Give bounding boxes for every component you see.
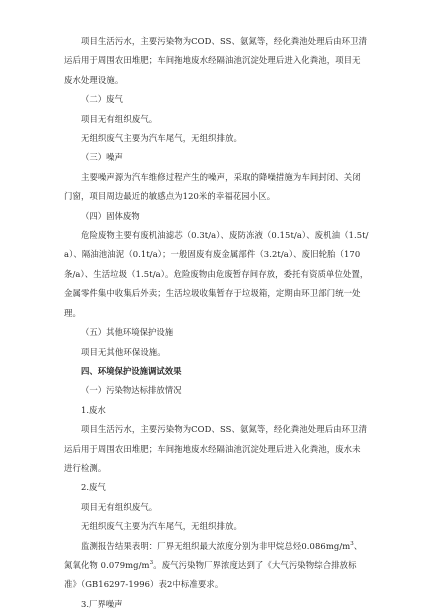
heading-other-facilities: （五）其他环境保护设施 (81, 327, 174, 338)
heading-section-four: 四、环境保护设施调试效果 (81, 365, 182, 376)
monitoring-text-b: 、氮氧化物 0.079mg/m (64, 540, 363, 570)
paragraph-no-organized-gas: 项目无有组织废气。 (81, 113, 158, 124)
paragraph-wastewater-2: 项目生活污水，主要污染物为COD、SS、氨氮等，经化粪池处理后由环卫清运后用于周围农田堆肥；车间拖地废水经隔油池沉淀处理后进入化粪池，废水未进行检测。 (64, 424, 368, 473)
paragraph-unorganized-gas: 无组织废气主要为汽车尾气，无组织排放。 (81, 133, 243, 144)
paragraph-wastewater: 项目生活污水，主要污染物为COD、SS、氨氮等，经化粪池处理后由环卫清运后用于周围农田堆肥；车间拖地废水经隔油池沉淀处理后进入化粪池，项目无废水处理设施。 (64, 36, 368, 85)
heading-exhaust-gas: （二）废气 (81, 94, 123, 105)
heading-exhaust-gas-2: 2.废气 (81, 482, 106, 493)
paragraph-noise: 主要噪声源为汽车维修过程产生的噪声，采取的降噪措施为车间封闭、关闭门窗，项目周边最近的敏感点为120米的幸福花园小区。 (64, 171, 361, 202)
monitoring-text-c: 。废气污染物厂界浓度达到了《大气污染物综合排放标准》（GB16297-1996）表2中标准要求。 (64, 559, 357, 590)
paragraph-other-facilities: 项目无其他环保设施。 (81, 346, 166, 357)
paragraph-monitoring-result (64, 537, 369, 595)
superscript-unit-2: 3 (149, 560, 154, 567)
heading-solid-waste: （四）固体废物 (81, 210, 140, 221)
heading-compliance: （一）污染物达标排放情况 (81, 385, 182, 396)
paragraph-no-organized-gas-2: 项目无有组织废气。 (81, 501, 158, 512)
monitoring-text-a: 监测报告结果表明：厂界无组织最大浓度分别为非甲烷总烃0.086mg/m (81, 540, 351, 551)
heading-boundary-noise: 3.厂界噪声 (81, 598, 123, 609)
heading-wastewater: 1.废水 (81, 404, 106, 415)
superscript-unit-1: 3 (350, 540, 354, 547)
heading-noise: （三）噪声 (81, 152, 123, 163)
paragraph-solid-waste: 危险废物主要有废机油滤芯（0.3t/a）、废防冻液（0.15t/a）、废机油（1.5t/a）、隔油池油泥（0.1t/a）；一般固废有废金属部件（3.2t/a）、废旧轮胎（170条/a）、生活垃圾（1.5t/a）。危险废物由危废暂存间存放，委托有资质单位处置，金属零件集中收集后外卖；生活垃圾收集暂存于垃圾箱，定期由环卫部门统一处理。 (64, 230, 369, 318)
paragraph-unorganized-gas-2: 无组织废气主要为汽车尾气，无组织排放。 (81, 521, 243, 532)
